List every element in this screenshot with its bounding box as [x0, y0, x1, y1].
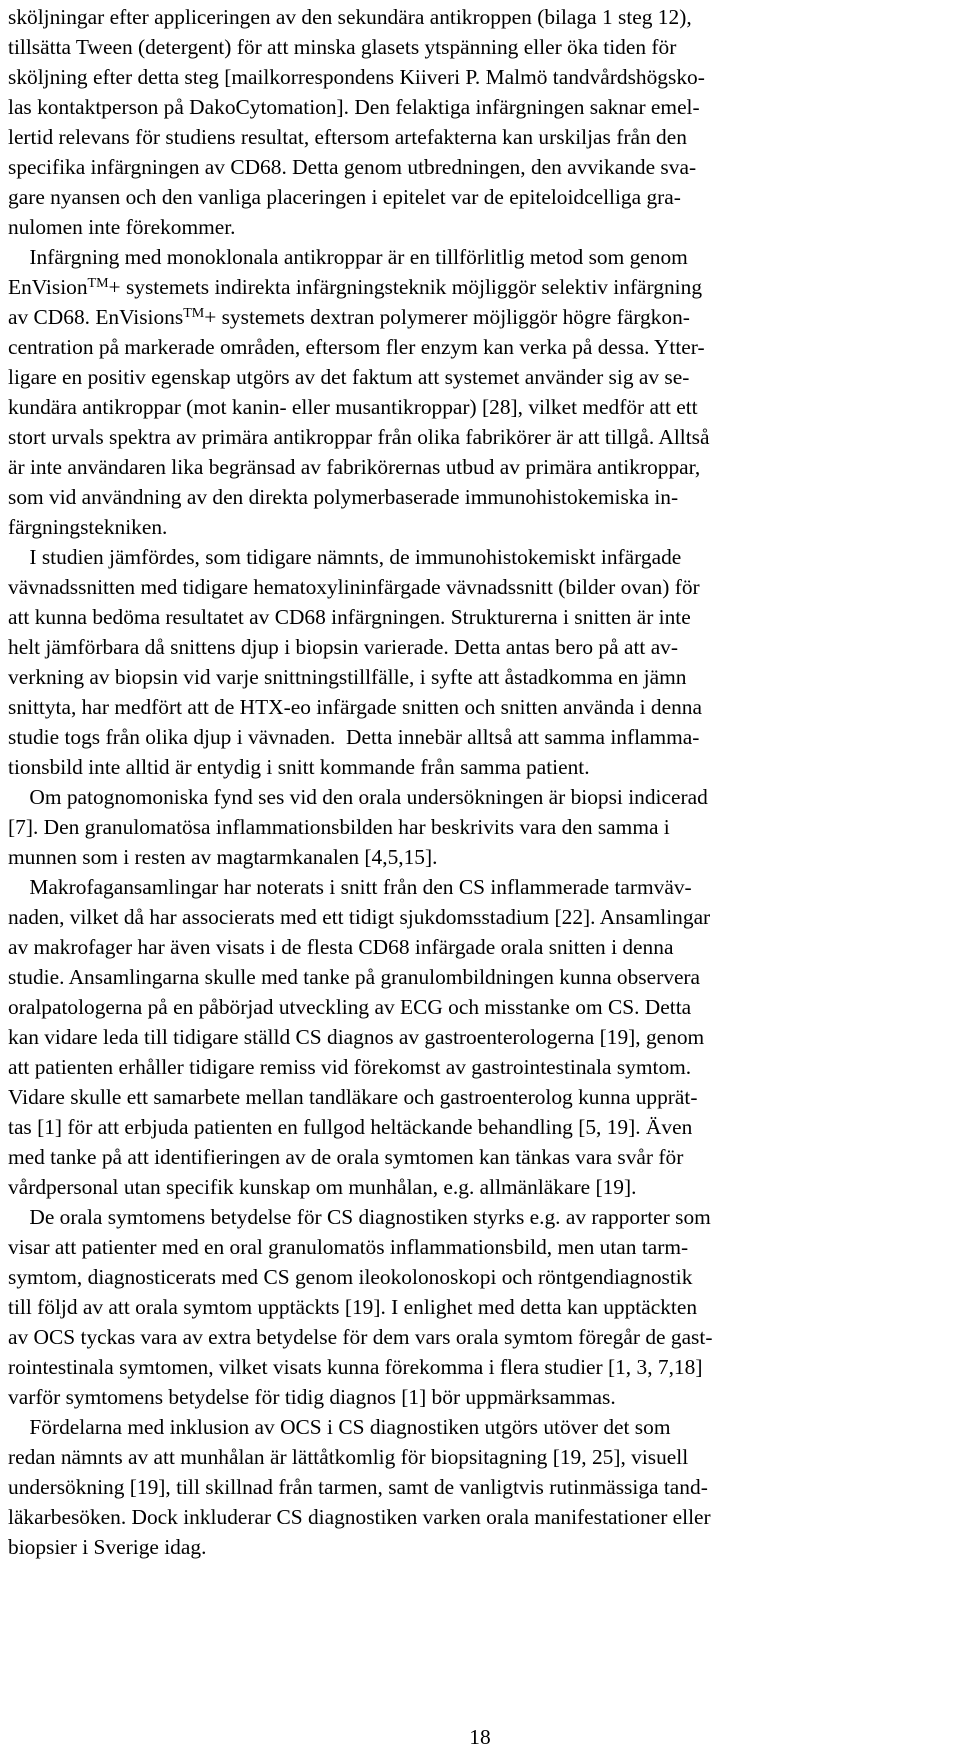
- text-segment: symtom, diagnosticerats med CS genom ileokolonoskopi och röntgendiagnostik: [8, 1265, 693, 1289]
- text-segment: läkarbesöken. Dock inkluderar CS diagnostiken varken orala manifestationer eller: [8, 1505, 711, 1529]
- text-line: [8, 902, 960, 932]
- text-line: [8, 1532, 960, 1562]
- text-segment: + systemets dextran polymerer möjliggör högre färgkon-: [204, 305, 690, 329]
- text-line: [8, 302, 960, 332]
- text-segment: ligare en positiv egenskap utgörs av det faktum att systemet använder sig av se-: [8, 365, 690, 389]
- text-line: [8, 872, 960, 902]
- text-line: [8, 1382, 960, 1412]
- text-segment: oralpatologerna på en påbörjad utveckling av ECG och misstanke om CS. Detta: [8, 995, 692, 1019]
- page-number: 18: [469, 1725, 491, 1749]
- text-line: [8, 392, 960, 422]
- text-segment: sköljning efter detta steg [mailkorrespondens Kiiveri P. Malmö tandvårdshögsko-: [8, 65, 705, 89]
- text-line: [8, 1292, 960, 1322]
- text-segment: Vidare skulle ett samarbete mellan tandläkare och gastroenterolog kunna upprät-: [8, 1085, 698, 1109]
- text-line: [8, 1082, 960, 1112]
- text-line: [8, 1412, 960, 1442]
- text-line: [8, 542, 960, 572]
- text-line: [8, 572, 960, 602]
- text-segment: tionsbild inte alltid är entydig i snitt kommande från samma patient.: [8, 755, 590, 779]
- text-line: [8, 242, 960, 272]
- text-line: [8, 752, 960, 782]
- text-segment: rointestinala symtomen, vilket visats kunna förekomma i flera studier [1, 3, 7,18]: [8, 1355, 703, 1379]
- text-segment: att patienten erhåller tidigare remiss vid förekomst av gastrointestinala symtom.: [8, 1055, 692, 1079]
- text-segment: De orala symtomens betydelse för CS diagnostiken styrks e.g. av rapporter som: [8, 1205, 711, 1229]
- text-line: [8, 1472, 960, 1502]
- text-line: [8, 692, 960, 722]
- text-segment: Fördelarna med inklusion av OCS i CS diagnostiken utgörs utöver det som: [8, 1415, 671, 1439]
- text-line: [8, 1202, 960, 1232]
- text-line: [8, 62, 960, 92]
- text-line: [8, 1502, 960, 1532]
- text-line: [8, 2, 960, 32]
- text-line: [8, 1112, 960, 1142]
- text-segment: undersökning [19], till skillnad från tarmen, samt de vanligtvis rutinmässiga tand-: [8, 1475, 708, 1499]
- text-line: [8, 92, 960, 122]
- text-line: [8, 212, 960, 242]
- text-line: [8, 332, 960, 362]
- text-segment: munnen som i resten av magtarmkanalen [4,5,15].: [8, 845, 438, 869]
- text-segment: las kontaktperson på DakoCytomation]. Den felaktiga infärgningen saknar emel-: [8, 95, 700, 119]
- text-segment: Om patognomoniska fynd ses vid den orala undersökningen är biopsi indicerad: [8, 785, 708, 809]
- text-segment: till följd av att orala symtom upptäckts [19]. I enlighet med detta kan upptäckten: [8, 1295, 698, 1319]
- text-line: [8, 632, 960, 662]
- text-line: [8, 1232, 960, 1262]
- text-segment: färgningstekniken.: [8, 515, 168, 539]
- text-segment: specifika infärgningen av CD68. Detta genom utbredningen, den avvikande sva-: [8, 155, 697, 179]
- text-segment: biopsier i Sverige idag.: [8, 1535, 207, 1559]
- text-line: [8, 662, 960, 692]
- text-line: [8, 182, 960, 212]
- text-line: [8, 122, 960, 152]
- text-segment: stort urvals spektra av primära antikroppar från olika fabrikörer är att tillgå. Alltså: [8, 425, 710, 449]
- text-line: [8, 992, 960, 1022]
- document-page: [8, 2, 960, 1562]
- text-line: [8, 152, 960, 182]
- text-line: [8, 602, 960, 632]
- text-segment: redan nämnts av att munhålan är lättåtkomlig för biopsitagning [19, 25], visuell: [8, 1445, 689, 1469]
- text-line: [8, 1052, 960, 1082]
- text-segment: av CD68. EnVisions: [8, 305, 184, 329]
- text-segment: tas [1] för att erbjuda patienten en fullgod heltäckande behandling [5, 19]. Även: [8, 1115, 693, 1139]
- text-segment: sköljningar efter appliceringen av den sekundära antikroppen (bilaga 1 steg 12),: [8, 5, 692, 29]
- text-line: [8, 1322, 960, 1352]
- text-segment: snittyta, har medfört att de HTX-eo infärgade snitten och snitten använda i denna: [8, 695, 702, 719]
- text-line: [8, 812, 960, 842]
- text-segment: Infärgning med monoklonala antikroppar är en tillförlitlig metod som genom: [8, 245, 688, 269]
- text-segment: att kunna bedöma resultatet av CD68 infärgningen. Strukturerna i snitten är inte: [8, 605, 691, 629]
- text-segment: gare nyansen och den vanliga placeringen i epitelet var de epiteloidcelliga gra-: [8, 185, 681, 209]
- trademark-superscript: TM: [183, 306, 205, 321]
- text-line: [8, 32, 960, 62]
- text-line: [8, 1172, 960, 1202]
- text-line: [8, 422, 960, 452]
- text-segment: varför symtomens betydelse för tidig diagnos [1] bör uppmärksammas.: [8, 1385, 616, 1409]
- text-line: [8, 722, 960, 752]
- text-line: [8, 842, 960, 872]
- text-line: [8, 512, 960, 542]
- text-segment: I studien jämfördes, som tidigare nämnts, de immunohistokemiskt infärgade: [8, 545, 682, 569]
- text-line: [8, 932, 960, 962]
- text-segment: visar att patienter med en oral granulomatös inflammationsbild, men utan tarm-: [8, 1235, 689, 1259]
- text-segment: är inte användaren lika begränsad av fabrikörernas utbud av primära antikroppar,: [8, 455, 701, 479]
- text-line: [8, 452, 960, 482]
- text-line: [8, 962, 960, 992]
- text-segment: vårdpersonal utan specifik kunskap om munhålan, e.g. allmänläkare [19].: [8, 1175, 637, 1199]
- text-line: [8, 1352, 960, 1382]
- text-segment: med tanke på att identifieringen av de orala symtomen kan tänkas vara svår för: [8, 1145, 684, 1169]
- text-segment: tillsätta Tween (detergent) för att minska glasets ytspänning eller öka tiden för: [8, 35, 677, 59]
- text-segment: vävnadssnitten med tidigare hematoxylininfärgade vävnadssnitt (bilder ovan) för: [8, 575, 700, 599]
- paragraph: [8, 242, 960, 542]
- text-line: [8, 1262, 960, 1292]
- paragraph: [8, 542, 960, 782]
- text-segment: studie togs från olika djup i vävnaden. Detta innebär alltså att samma inflamma-: [8, 725, 700, 749]
- paragraph: [8, 872, 960, 1202]
- text-segment: kan vidare leda till tidigare ställd CS diagnos av gastroenterologerna [19], genom: [8, 1025, 705, 1049]
- paragraph: [8, 2, 960, 242]
- text-segment: Makrofagansamlingar har noterats i snitt från den CS inflammerade tarmväv-: [8, 875, 692, 899]
- text-segment: naden, vilket då har associerats med ett tidigt sjukdomsstadium [22]. Ansamlingar: [8, 905, 711, 929]
- paragraph: [8, 1202, 960, 1412]
- text-segment: + systemets indirekta infärgningsteknik möjliggör selektiv infärgning: [108, 275, 703, 299]
- text-line: [8, 1022, 960, 1052]
- text-segment: av makrofager har även visats i de flesta CD68 infärgade orala snitten i denna: [8, 935, 674, 959]
- text-segment: som vid användning av den direkta polymerbaserade immunohistokemiska in-: [8, 485, 679, 509]
- text-line: [8, 1142, 960, 1172]
- text-segment: EnVision: [8, 275, 88, 299]
- text-segment: lertid relevans för studiens resultat, eftersom artefakterna kan urskiljas från den: [8, 125, 687, 149]
- text-line: [8, 782, 960, 812]
- text-segment: av OCS tyckas vara av extra betydelse för dem vars orala symtom föregår de gast-: [8, 1325, 713, 1349]
- text-line: [8, 482, 960, 512]
- text-segment: verkning av biopsin vid varje snittningstillfälle, i syfte att åstadkomma en jämn: [8, 665, 687, 689]
- paragraph: [8, 1412, 960, 1562]
- text-segment: kundära antikroppar (mot kanin- eller musantikroppar) [28], vilket medför att ett: [8, 395, 698, 419]
- text-segment: helt jämförbara då snittens djup i biopsin varierade. Detta antas bero på att av-: [8, 635, 679, 659]
- paragraph: [8, 782, 960, 872]
- text-segment: centration på markerade områden, eftersom fler enzym kan verka på dessa. Ytter-: [8, 335, 705, 359]
- text-segment: studie. Ansamlingarna skulle med tanke på granulombildningen kunna observera: [8, 965, 701, 989]
- text-segment: [7]. Den granulomatösa inflammationsbilden har beskrivits vara den samma i: [8, 815, 670, 839]
- trademark-superscript: TM: [87, 276, 109, 291]
- text-segment: nulomen inte förekommer.: [8, 215, 236, 239]
- text-line: [8, 272, 960, 302]
- text-line: [8, 1442, 960, 1472]
- text-line: [8, 362, 960, 392]
